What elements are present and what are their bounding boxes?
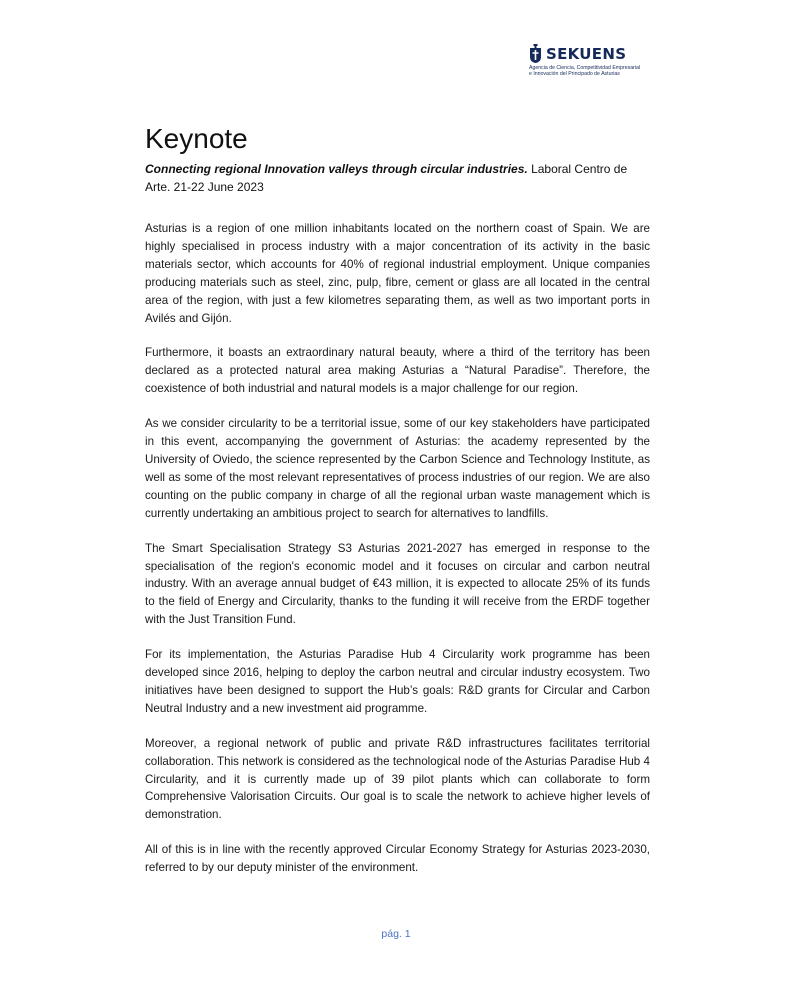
event-name: Connecting regional Innovation valleys through circular industries. [145, 162, 528, 176]
body-paragraph: All of this is in line with the recently approved Circular Economy Strategy for Asturias 2023-2030, referred to by our deputy minister of the environment. [145, 843, 650, 875]
body-paragraph: As we consider circularity to be a territorial issue, some of our key stakeholders have participated in this event, accompanying the government of Asturias: the academy represented by the University of Oviedo, the science represented by the Carbon Science and Technology Institute, as well as some of the most relevant representatives of process industries of our region. We are also counting on the public company in charge of all the regional urban waste management which is currently undertaking an ambitious project to search for alternatives to landfills. [145, 417, 650, 520]
body-paragraph: Furthermore, it boasts an extraordinary natural beauty, where a third of the territory has been declared as a protected natural area making Asturias a “Natural Paradise”. Therefore, the coexistence of both industrial and natural models is a major challenge for our region. [145, 346, 650, 396]
body-paragraph: Moreover, a regional network of public and private R&D infrastructures facilitates territorial collaboration. This network is considered as the technological node of the Asturias Paradise Hub 4 Circularity, and it is currently made up of 39 pilot plants which can collaborate to form Comprehensive Valorisation Circuits. Our goal is to scale the network to achieve higher levels of demonstration. [145, 736, 650, 822]
body-paragraph: For its implementation, the Asturias Paradise Hub 4 Circularity work programme has been developed since 2016, helping to deploy the carbon neutral and circular industry ecosystem. Two initiatives have been designed to support the Hub’s goals: R&D grants for Circular and Carbon Neutral Industry and a new investment aid programme. [145, 648, 650, 715]
sekuens-logo [529, 44, 659, 86]
logo-subtitle-line: e Innovación del Principado de Asturias [529, 70, 620, 77]
document-body [145, 220, 650, 894]
asturias-crest-icon [529, 44, 542, 63]
event-venue-date: Laboral Centro de Arte. 21-22 June 2023 [145, 162, 628, 194]
page-title: Keynote [145, 123, 248, 154]
logo-wordmark: SEKUENS [546, 44, 627, 63]
body-paragraph: Asturias is a region of one million inhabitants located on the northern coast of Spain. We are highly specialised in process industry with a major concentration of its activity in the basic materials sector, which accounts for 40% of regional industrial employment. Unique companies producing materials such as steel, zinc, pulp, fibre, cement or glass are all located in the central area of the region, with just a few kilometres separating them, as well as two important ports in Avilés and Gijón. [145, 222, 650, 325]
body-paragraph: The Smart Specialisation Strategy S3 Asturias 2021-2027 has emerged in response to the specialisation of the region's economic model and it focuses on circular and carbon neutral industry. With an average annual budget of €43 million, it is expected to allocate 25% of its funds to the field of Energy and Circularity, thanks to the funding it will receive from the ERDF together with the Just Transition Fund. [145, 541, 650, 627]
logo-top [529, 44, 659, 63]
logo-subtitle-line: Agencia de Ciencia, Competitividad Empresarial [529, 65, 641, 71]
event-subtitle [145, 160, 650, 196]
logo-subtitle [529, 66, 659, 77]
page-number: pág. 1 [381, 928, 411, 940]
